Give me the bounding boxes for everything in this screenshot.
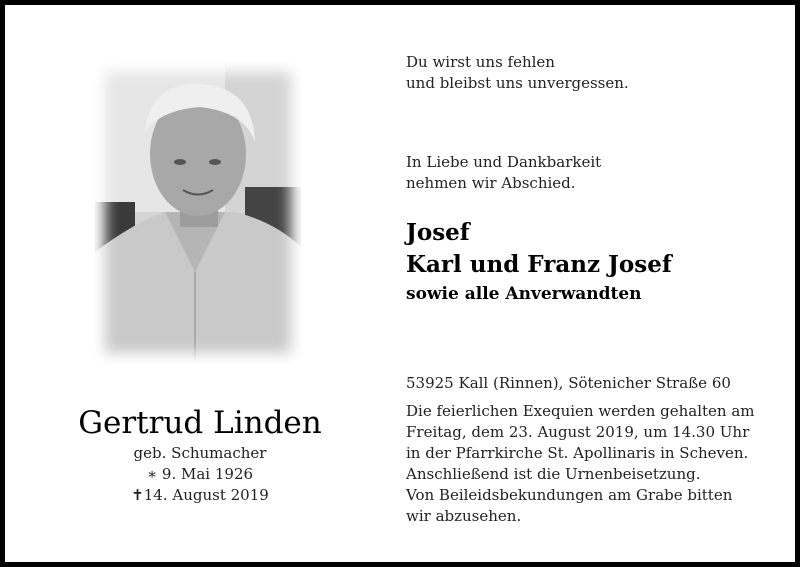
other-relatives: sowie alle Anverwandten (406, 284, 642, 304)
epitaph-line-2: und bleibst uns unvergessen. (406, 74, 629, 92)
epitaph (406, 52, 766, 94)
address (406, 373, 766, 394)
farewell-line-1: In Liebe und Dankbarkeit (406, 153, 602, 171)
farewell-text (406, 152, 766, 194)
mourner-name-1: Josef (406, 219, 470, 246)
service-line: Anschließend ist die Urnenbeisetzung. (406, 465, 701, 483)
birth-date: ∗ 9. Mai 1926 (146, 465, 254, 483)
portrait-photo (95, 62, 301, 363)
service-line: Freitag, dem 23. August 2019, um 14.30 Uhr (406, 423, 750, 441)
service-line: Von Beileidsbekundungen am Grabe bitten (406, 486, 733, 504)
portrait-image (95, 62, 301, 363)
address-line: 53925 Kall (Rinnen), Sötenicher Straße 60 (406, 374, 731, 392)
service-line: in der Pfarrkirche St. Apollinaris in Scheven. (406, 444, 749, 462)
mourners (406, 217, 766, 307)
farewell-line-2: nehmen wir Abschied. (406, 174, 576, 192)
mourner-name-2: Karl und Franz Josef (406, 251, 672, 278)
deceased-details (75, 403, 325, 506)
death-date: ✝14. August 2019 (131, 486, 269, 504)
service-line: Die feierlichen Exequien werden gehalten am (406, 402, 755, 420)
service-info (406, 401, 766, 527)
service-line: wir abzusehen. (406, 507, 522, 525)
epitaph-line-1: Du wirst uns fehlen (406, 53, 555, 71)
maiden-name: geb. Schumacher (133, 444, 267, 462)
deceased-name: Gertrud Linden (78, 405, 322, 441)
